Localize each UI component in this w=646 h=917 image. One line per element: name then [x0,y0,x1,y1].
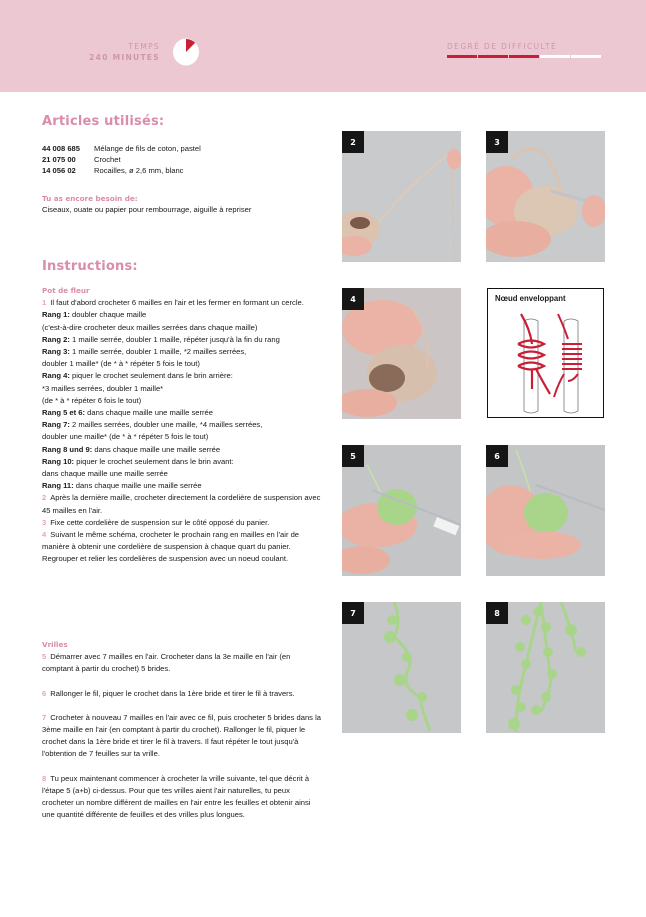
time-value: 240 MINUTES [89,53,160,62]
rang-label: Rang 7: [42,420,70,430]
step-number: 5 [42,652,47,662]
step-text: Après la dernière maille, crocheter directement la cordelière de suspension avec 45 mailles en l'air. [42,493,321,515]
rang-row [42,309,322,321]
rang-row [42,444,322,456]
photo-step-7 [342,602,461,733]
spacer [42,676,322,688]
rang-row [42,370,322,382]
rang-row [42,334,322,346]
rang-row [42,346,322,358]
rang-label: Rang 3: [42,347,70,357]
rang-row [42,456,322,468]
photo-step-8 [486,602,605,733]
step-8 [42,773,322,822]
rang-label: Rang 10: [42,456,75,466]
step-number: 7 [42,712,47,722]
pot-instructions [42,285,322,566]
spacer [42,761,322,773]
rang-text: dans chaque maille une maille serrée [87,408,213,418]
clock-icon [172,38,200,66]
step-2 [42,492,322,516]
photo-step-6 [486,445,605,576]
time-label: TEMPS [128,42,160,51]
rang-text: doubler chaque maille [71,310,147,320]
rang-row [42,322,322,334]
step-number: 2 [42,493,47,503]
step-badge: 8 [486,602,508,624]
article-desc: Mélange de fils de coton, pastel [94,144,201,153]
rang-text: 1 maille serrée, doubler 1 maille, répéter jusqu'à la fin du rang [71,334,280,344]
rang-row [42,431,322,443]
rang-label: Rang 4: [42,371,70,381]
step-text: Rallonger le fil, piquer le crochet dans la 1ère bride et tirer le fil à travers. [50,688,295,698]
photo-step-2 [342,131,461,262]
rang-label: Rang 5 et 6: [42,408,86,418]
step-text: Tu peux maintenant commencer à crocheter la vrille suivante, tel que décrit à l'étape 5 (a+b) ci-dessus. Pour que tes vrilles aient l'air naturelles, tu peux crocheter un nombre différent de mailles en l'air entre les feuilles et obtenir ainsi une quantité différente de feuilles et des vrilles plus longues. [42,773,311,820]
rang-text: doubler une maille* (de * à * répéter 5 fois le tout) [42,432,209,442]
vrilles-steps [42,651,322,821]
rang-text: (c'est-à-dire crocheter deux mailles serrées dans chaque maille) [42,322,258,332]
articles-list [42,143,201,176]
step-5 [42,651,322,675]
rang-row [42,395,322,407]
article-code: 21 075 00 [42,155,76,164]
knot-diagram [487,288,604,418]
rang-label: Rang 8 und 9: [42,444,93,454]
diagram-title: Nœud enveloppant [495,294,566,303]
rang-text: doubler 1 maille* (de * à * répéter 5 fois le tout) [42,359,200,369]
article-row [42,154,201,165]
step-text: Démarrer avec 7 mailles en l'air. Crocheter dans la 3e maille en l'air (en comptant à partir du crochet) 5 brides. [42,652,291,674]
difficulty-bars [447,55,601,58]
step-badge: 4 [342,288,364,310]
rang-text: (de * à * répéter 6 fois le tout) [42,395,142,405]
step-text: Crocheter à nouveau 7 mailles en l'air avec ce fil, puis crocheter 5 brides dans la 3ème maille en l'air (en comptant à partir du crochet). Rallonger le fil, piquer le crochet dans la 1ère bride et tirer le fil à travers. Il faut répéter le tout jusqu'à l'obtention de 7 feuilles sur ta vrille. [42,712,321,759]
step-badge: 3 [486,131,508,153]
step-4 [42,529,322,566]
article-desc: Crochet [94,155,121,164]
rang-label: Rang 11: [42,481,74,491]
step-number: 1 [42,298,47,308]
step-text: Suivant le même schéma, crocheter le prochain rang en mailles en l'air de manière à obtenir une cordelière de suspension à chaque quart du panier. Regrouper et relier les cordelières de suspension avec un noeud coulant. [42,530,300,564]
difficulty-bar [540,55,570,58]
step-1 [42,297,322,309]
step-text: Il faut d'abord crocheter 6 mailles en l'air et les fermer en formant un cercle. [50,298,304,308]
pot-steps [42,492,322,565]
step-7 [42,712,322,761]
difficulty-bar [509,55,539,58]
rang-text: *3 mailles serrées, doubler 1 maille* [42,383,164,393]
rang-row [42,358,322,370]
vrilles-subtitle: Vrilles [42,640,68,649]
difficulty-label: DEGRÉ DE DIFFICULTÉ [447,42,558,51]
header-band [0,0,646,92]
wrapping-knot-illustration [488,289,603,417]
instructions-title: Instructions: [42,259,138,274]
article-code: 14 056 02 [42,166,76,175]
difficulty [447,42,601,58]
article-code: 44 008 685 [42,144,81,153]
step-number: 8 [42,773,47,783]
articles-title: Articles utilisés: [42,114,165,129]
photo-step-5 [342,445,461,576]
spacer [42,700,322,712]
needs-title: Tu as encore besoin de: [42,194,138,203]
article-desc: Rocailles, ø 2,6 mm, blanc [94,166,184,175]
needs-block [42,193,251,215]
difficulty-bar [478,55,508,58]
rang-row [42,407,322,419]
rang-text: dans chaque maille une maille serrée [94,444,221,454]
rang-text: 1 maille serrée, doubler 1 maille, *2 mailles serrées, [71,347,247,357]
step-badge: 7 [342,602,364,624]
rang-label: Rang 1: [42,310,70,320]
step-badge: 6 [486,445,508,467]
rows-list [42,309,322,492]
step-badge: 2 [342,131,364,153]
step-6 [42,688,322,700]
step-badge: 5 [342,445,364,467]
rang-label: Rang 2: [42,334,70,344]
step-3 [42,517,322,529]
rang-row [42,468,322,480]
article-row [42,143,201,154]
photo-step-4 [342,288,461,419]
difficulty-bar [447,55,477,58]
rang-text: piquer le crochet seulement dans le brin arrière: [71,371,233,381]
rang-text: dans chaque maille une maille serrée [42,469,168,479]
article-row [42,165,201,176]
time-info [89,41,160,63]
rang-row [42,480,322,492]
difficulty-bar [571,55,601,58]
step-number: 4 [42,530,47,540]
step-number: 3 [42,517,47,527]
step-text: Fixe cette cordelière de suspension sur le côté opposé du panier. [50,517,270,527]
rang-row [42,383,322,395]
rang-text: 2 mailles serrées, doubler une maille, *4 mailles serrées, [71,420,263,430]
rang-text: dans chaque maille une maille serrée [75,481,202,491]
pot-subtitle: Pot de fleur [42,286,90,295]
rang-text: piquer le crochet seulement dans le brin avant: [76,456,234,466]
photo-step-3 [486,131,605,262]
step-number: 6 [42,688,47,698]
needs-text: Ciseaux, ouate ou papier pour rembourrage, aiguille à repriser [42,205,252,214]
vrilles-instructions [42,639,322,821]
rang-row [42,419,322,431]
